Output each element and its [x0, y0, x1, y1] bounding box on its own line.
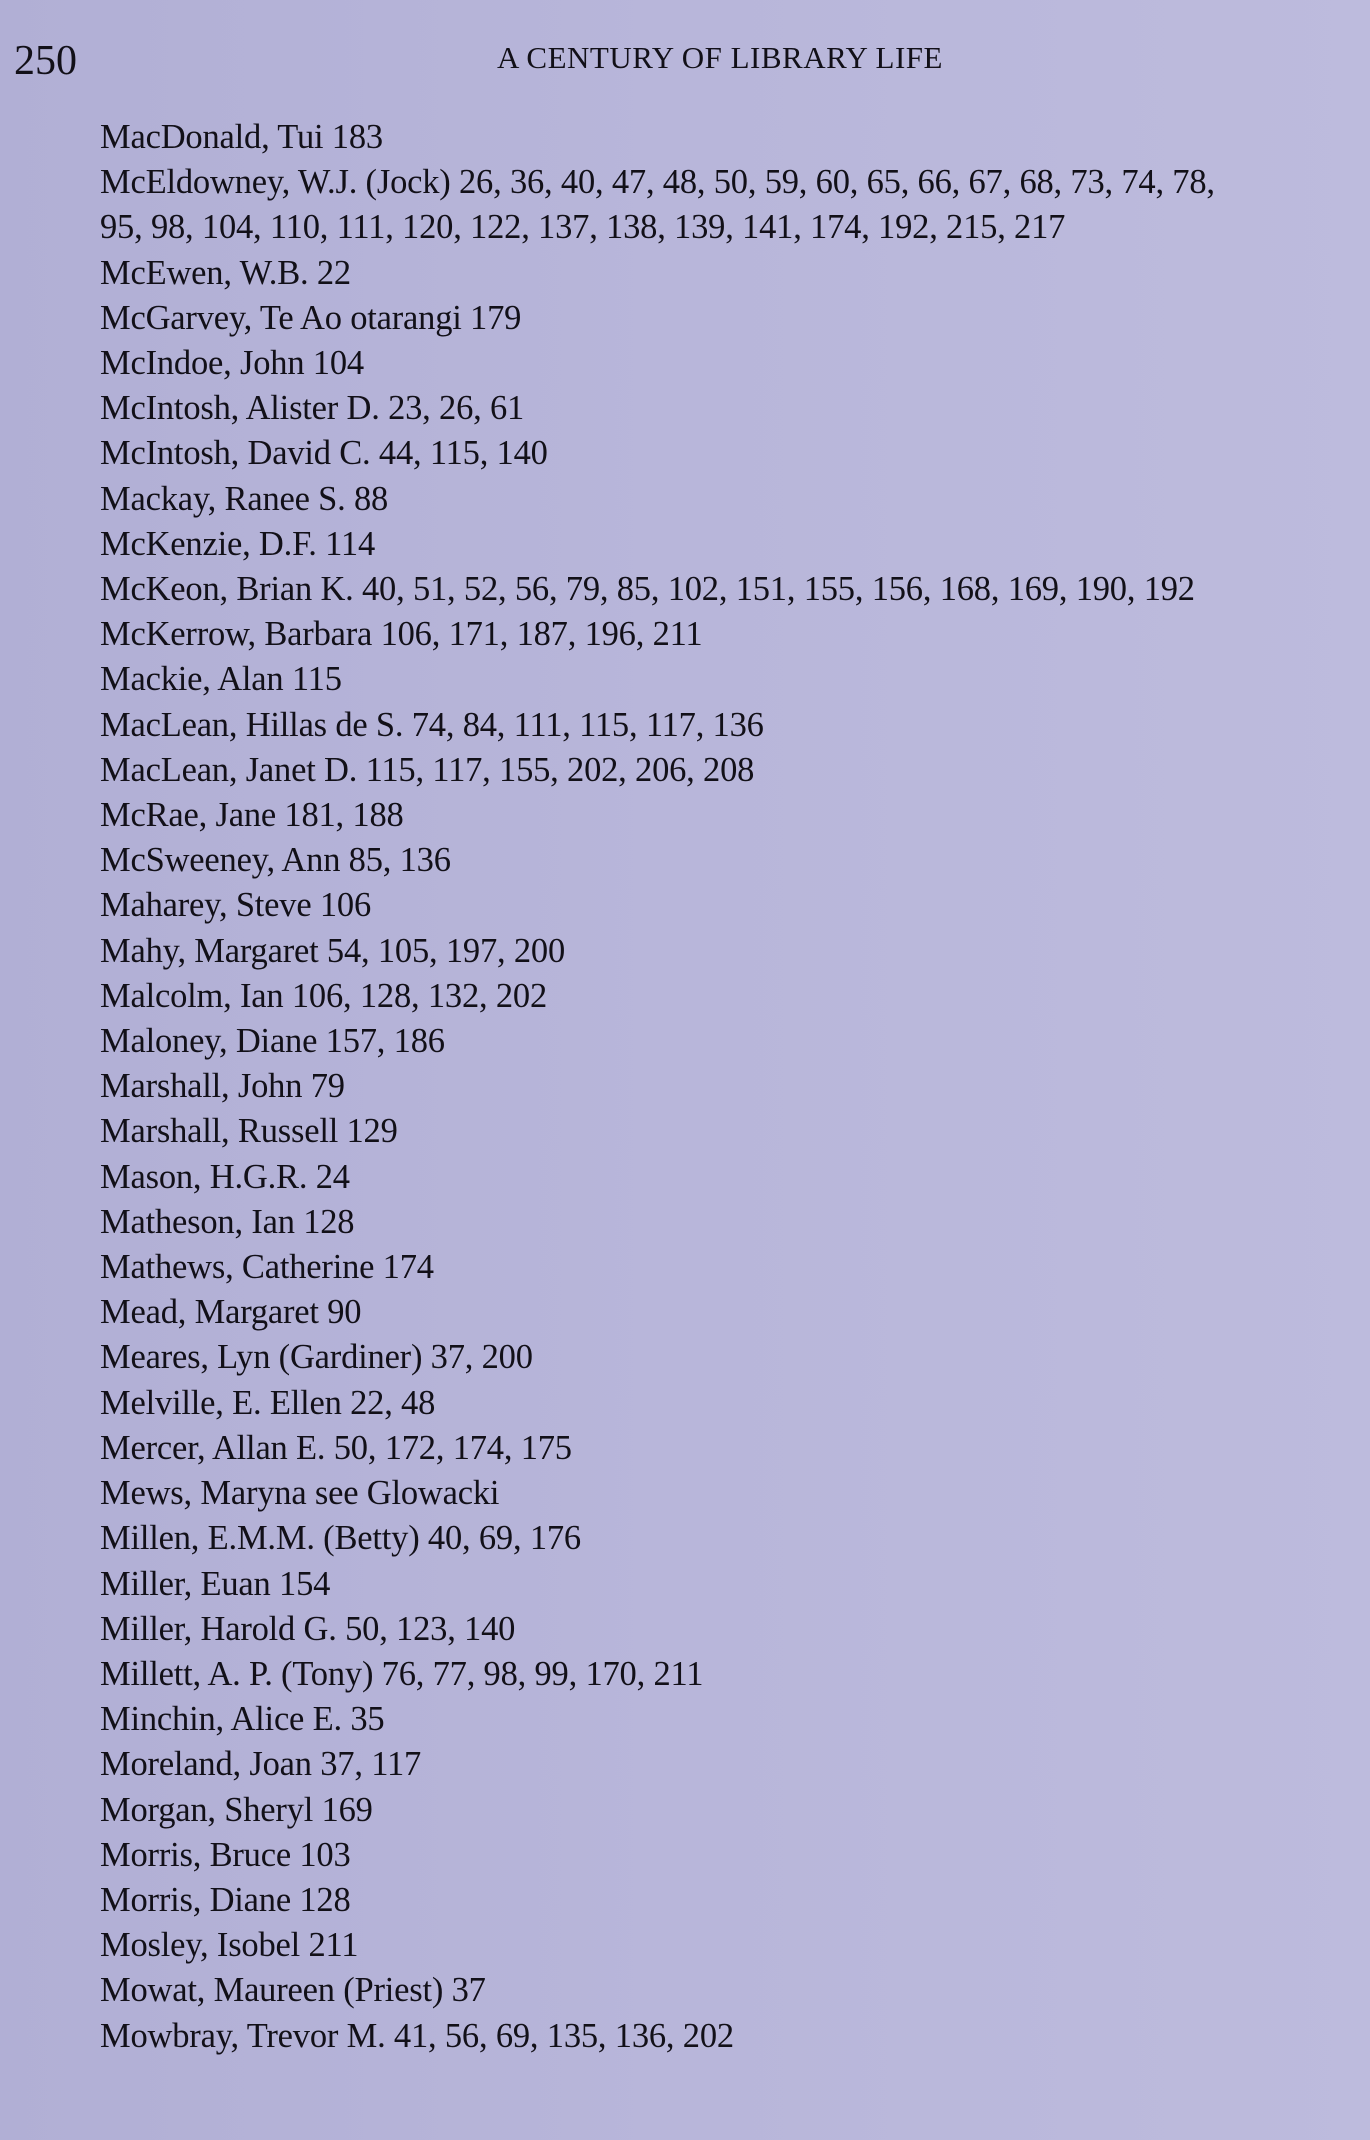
index-entry-text: McIntosh, Alister D. 23, 26, 61: [100, 389, 525, 428]
index-entry-text: McKenzie, D.F. 114: [100, 524, 376, 563]
index-entry-text: McIndoe, John 104: [100, 344, 364, 383]
index-entry: [100, 1381, 1330, 1426]
index-entry: [100, 1607, 1330, 1652]
index-entry: [100, 1516, 1330, 1561]
index-entry-text: Mahy, Margaret 54, 105, 197, 200: [100, 931, 566, 970]
index-entry-text: Mercer, Allan E. 50, 172, 174, 175: [100, 1428, 572, 1467]
index-entry: [100, 1878, 1330, 1923]
index-entry: [100, 748, 1330, 793]
index-entry-text: Mackay, Ranee S. 88: [100, 479, 389, 518]
running-title: A CENTURY OF LIBRARY LIFE: [497, 40, 943, 75]
index-entry: [100, 251, 1330, 296]
index-entry-text: Morgan, Sheryl 169: [100, 1790, 373, 1829]
index-entry-text: Millett, A. P. (Tony) 76, 77, 98, 99, 170, 211: [100, 1654, 704, 1693]
index-entry-text: McRae, Jane 181, 188: [100, 796, 404, 835]
index-entry: [100, 883, 1330, 928]
index-entry: [100, 929, 1330, 974]
index-entry: [100, 386, 1330, 431]
index-entry: [100, 1697, 1330, 1742]
index-entry-text: McEwen, W.B. 22: [100, 253, 351, 292]
index-entry: [100, 115, 1330, 160]
index-entry-text: Morris, Bruce 103: [100, 1835, 351, 1874]
index-entry-text: Morris, Diane 128: [100, 1880, 351, 1919]
index-entry-text: McEldowney, W.J. (Jock) 26, 36, 40, 47, 48, 50, 59, 60, 65, 66, 67, 68, 73, 74, 78,: [100, 163, 1215, 202]
index-entry-text: Mowat, Maureen (Priest) 37: [100, 1971, 486, 2010]
index-entry-text: McKerrow, Barbara 106, 171, 187, 196, 211: [100, 615, 703, 654]
index-entry: [100, 612, 1330, 657]
page-number: 250: [14, 38, 77, 84]
index-entry-text: Marshall, Russell 129: [100, 1112, 398, 1151]
index-entry: [100, 1200, 1330, 1245]
index-entry-continuation: 95, 98, 104, 110, 111, 120, 122, 137, 138, 139, 141, 174, 192, 215, 217: [100, 208, 1066, 247]
index-entry-text: Matheson, Ian 128: [100, 1202, 355, 1241]
index-entry: [100, 160, 1330, 250]
index-entry: [100, 1245, 1330, 1290]
index-entry: [100, 1923, 1330, 1968]
index-entry-text: McKeon, Brian K. 40, 51, 52, 56, 79, 85, 102, 151, 155, 156, 168, 169, 190, 192: [100, 570, 1195, 609]
index-entry: [100, 1968, 1330, 2013]
index-entry-text: Mowbray, Trevor M. 41, 56, 69, 135, 136, 202: [100, 2016, 734, 2055]
index-entry: [100, 522, 1330, 567]
index-entry-text: Mason, H.G.R. 24: [100, 1157, 350, 1196]
index-entry: [100, 793, 1330, 838]
index-entry: [100, 1652, 1330, 1697]
index-entry-text: Mackie, Alan 115: [100, 660, 342, 699]
index-entry-text: Malcolm, Ian 106, 128, 132, 202: [100, 976, 548, 1015]
index-entry-text: Melville, E. Ellen 22, 48: [100, 1383, 436, 1422]
index-list: [100, 115, 1330, 2059]
index-entry-text: Mead, Margaret 90: [100, 1293, 362, 1332]
index-entry: [100, 1335, 1330, 1380]
index-entry-text: Minchin, Alice E. 35: [100, 1700, 385, 1739]
index-entry: [100, 341, 1330, 386]
index-entry: [100, 1290, 1330, 1335]
index-entry-text: Marshall, John 79: [100, 1067, 345, 1106]
index-entry-text: Mosley, Isobel 211: [100, 1926, 359, 1965]
index-entry: [100, 974, 1330, 1019]
index-entry-text: MacLean, Janet D. 115, 117, 155, 202, 206, 208: [100, 750, 755, 789]
index-entry: [100, 296, 1330, 341]
index-entry: [100, 1064, 1330, 1109]
index-entry: [100, 1562, 1330, 1607]
index-entry: [100, 1833, 1330, 1878]
index-entry: [100, 1742, 1330, 1787]
index-entry-text: McGarvey, Te Ao otarangi 179: [100, 298, 522, 337]
index-entry-text: Miller, Harold G. 50, 123, 140: [100, 1609, 516, 1648]
index-entry: [100, 1471, 1330, 1516]
index-entry: [100, 1426, 1330, 1471]
index-entry: [100, 1788, 1330, 1833]
index-entry-text: Moreland, Joan 37, 117: [100, 1745, 422, 1784]
index-entry-text: Mews, Maryna see Glowacki: [100, 1474, 500, 1513]
index-entry: [100, 1109, 1330, 1154]
index-entry-text: MacLean, Hillas de S. 74, 84, 111, 115, 117, 136: [100, 705, 764, 744]
index-entry: [100, 2014, 1330, 2059]
index-entry: [100, 1155, 1330, 1200]
index-entry: [100, 1019, 1330, 1064]
index-entry: [100, 477, 1330, 522]
index-entry-text: McIntosh, David C. 44, 115, 140: [100, 434, 548, 473]
index-entry-text: Meares, Lyn (Gardiner) 37, 200: [100, 1338, 533, 1377]
index-entry-text: Maloney, Diane 157, 186: [100, 1022, 445, 1061]
index-entry: [100, 703, 1330, 748]
index-entry: [100, 567, 1330, 612]
index-entry-text: Miller, Euan 154: [100, 1564, 331, 1603]
index-entry: [100, 838, 1330, 883]
index-entry-text: Maharey, Steve 106: [100, 886, 372, 925]
index-entry: [100, 431, 1330, 476]
index-entry: [100, 657, 1330, 702]
index-entry-text: MacDonald, Tui 183: [100, 118, 383, 156]
index-entry-text: Millen, E.M.M. (Betty) 40, 69, 176: [100, 1519, 581, 1558]
index-entry-text: McSweeney, Ann 85, 136: [100, 841, 451, 880]
index-entry-text: Mathews, Catherine 174: [100, 1248, 434, 1287]
